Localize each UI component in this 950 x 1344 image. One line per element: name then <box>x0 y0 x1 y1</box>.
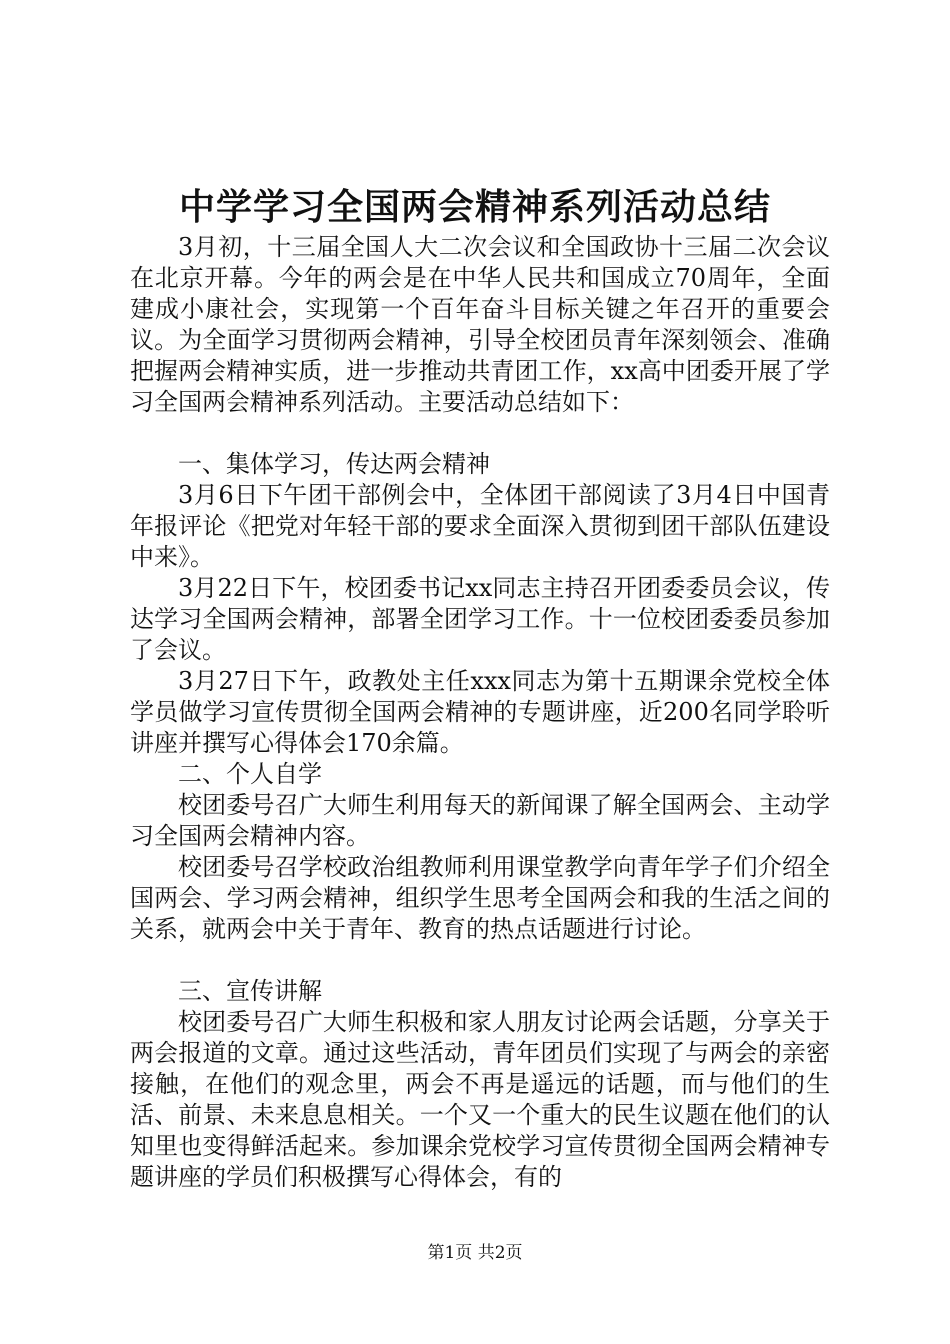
section-2-paragraph-1: 校团委号召广大师生利用每天的新闻课了解全国两会、主动学习全国两会精神内容。 <box>130 791 830 850</box>
document-body <box>130 232 830 1193</box>
intro-paragraph: 3月初，十三届全国人大二次会议和全国政协十三届二次会议在北京开幕。今年的两会是在中华人民共和国成立70周年，全面建成小康社会，实现第一个百年奋斗目标关键之年召开的重要会议。为全面学习贯彻两会精神，引导全校团员青年深刻领会、准确把握两会精神实质，进一步推动共青团工作，xx高中团委开展了学习全国两会精神系列活动。主要活动总结如下： <box>130 233 830 416</box>
paragraph-spacer <box>130 418 830 449</box>
section-1-paragraph-2: 3月22日下午，校团委书记xx同志主持召开团委委员会议，传达学习全国两会精神，部署全团学习工作。十一位校团委委员参加了会议。 <box>130 574 830 664</box>
section-heading-1: 一、集体学习，传达两会精神 <box>178 450 490 478</box>
paragraph-spacer <box>130 945 830 976</box>
section-2-paragraph-2: 校团委号召学校政治组教师利用课堂教学向青年学子们介绍全国两会、学习两会精神，组织学生思考全国两会和我的生活之间的关系，就两会中关于青年、教育的热点话题进行讨论。 <box>130 853 830 943</box>
section-heading-2: 二、个人自学 <box>178 760 322 788</box>
section-3-paragraph-1: 校团委号召广大师生积极和家人朋友讨论两会话题，分享关于两会报道的文章。通过这些活动，青年团员们实现了与两会的亲密接触，在他们的观念里，两会不再是遥远的话题，而与他们的生活、前景、未来息息相关。一个又一个重大的民生议题在他们的认知里也变得鲜活起来。参加课余党校学习宣传贯彻全国两会精神专题讲座的学员们积极撰写心得体会，有的 <box>130 1008 830 1191</box>
section-1-paragraph-3: 3月27日下午，政教处主任xxx同志为第十五期课余党校全体学员做学习宣传贯彻全国两会精神的专题讲座，近200名同学聆听讲座并撰写心得体会170余篇。 <box>130 667 830 757</box>
document-title: 中学学习全国两会精神系列活动总结 <box>178 187 771 228</box>
page-number-footer: 第1页 共2页 <box>427 1243 523 1263</box>
section-heading-3: 三、宣传讲解 <box>178 977 322 1005</box>
section-1-paragraph-1: 3月6日下午团干部例会中，全体团干部阅读了3月4日中国青年报评论《把党对年轻干部的要求全面深入贯彻到团干部队伍建设中来》。 <box>130 481 830 571</box>
